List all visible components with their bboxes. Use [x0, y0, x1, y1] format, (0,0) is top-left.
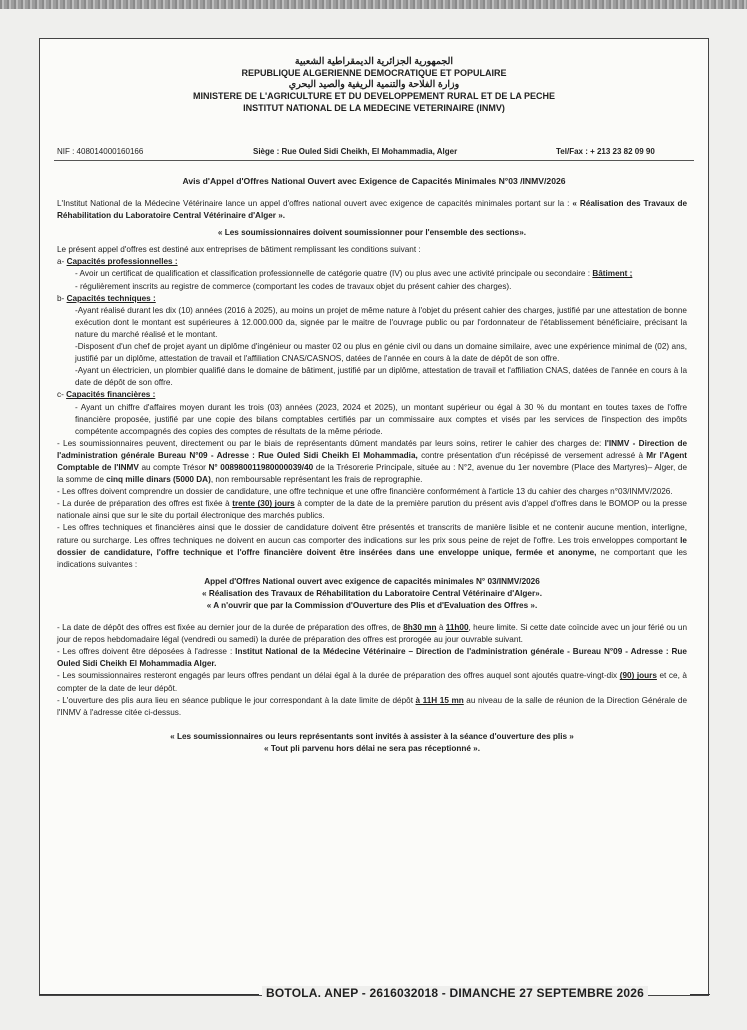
retrieve-account: N° 008980011980000039/40 — [208, 462, 314, 472]
footer-rule-left — [39, 994, 259, 995]
envelope-line-1: Appel d'Offres National ouvert avec exigence de capacités minimales N° 03/INMV/2026 — [204, 576, 540, 586]
section-c-title: Capacités financières : — [66, 390, 156, 400]
footer-publication: BOTOLA. ANEP - 2616032018 - DIMANCHE 27 SEPTEMBRE 2026 — [262, 986, 648, 1000]
deposit-to: 11h00 — [445, 623, 469, 633]
header-ministry: MINISTERE DE L'AGRICULTURE ET DU DEVELOPPEMENT RURAL ET DE LA PECHE — [193, 91, 555, 101]
header-arabic-republic: الجمهورية الجزائرية الديمقراطية الشعبية — [294, 56, 454, 67]
opening-time: à 11H 15 mn — [415, 695, 464, 705]
opening-text-2: au niveau de la salle de réunion de la Direction Générale de l'INMV à l'adresse citée ci-dessus. — [57, 695, 687, 717]
section-c-item-1: - Ayant un chiffre d'affaires moyen durant les trois (03) années (2023, 2024 et 2025), un montant supérieur ou égal à 30 % du montant en toutes taxes de l'offre financière proposée, justifié par une copie des bilans comptables certifiés par un commissaire aux comptes et visés par les services de l'inspection des impôts compétente accompagnés des copies des comptes de résultats de la même période. — [75, 402, 687, 436]
retrieve-text-3: au compte Trésor — [138, 462, 209, 472]
deposit-text-2: , heure limite. Si cette date coïncide avec un jour férié ou un jour de repos hebdomadaire légal (vendredi ou samedi) la durée de préparation des offres est prorogée au jour ouvrable suivant. — [57, 623, 687, 645]
engaged-days: (90) jours — [619, 671, 657, 681]
intro-paragraph — [57, 198, 687, 222]
section-a-item-1 — [57, 268, 687, 280]
section-b-label: b- — [57, 293, 65, 303]
deposit-from: 8h30 mn — [403, 623, 437, 633]
section-a-activity: Bâtiment ; — [592, 269, 633, 279]
header-block — [39, 56, 709, 114]
header-arabic-ministry: وزارة الفلاحة والتنمية الريفية والصيد البحري — [288, 79, 460, 90]
retrieve-amount: cinq mille dinars (5000 DA) — [106, 475, 211, 485]
duration-days: trente (30) jours — [232, 499, 295, 509]
duration-text-2: à compter de la date de la première parution du présent avis d'appel d'offres dans le BOMOP ou la presse nationale ainsi que sur le site du portail électronique des marchés publics. — [57, 499, 687, 521]
retrieve-text-4: de la Trésorerie Principale, située au : N°2, avenue du 1er novembre (Place des Martyres)– Alger, de la somme de — [57, 462, 687, 485]
retrieve-paragraph — [57, 438, 687, 486]
section-b-item-3: -Ayant un électricien, un plombier qualifié dans le domaine de bâtiment, justifié par un diplôme, attestation de travail et l'affiliation CNAS, datées de l'année en cours à la date de dépôt de son offre. — [75, 366, 687, 388]
section-b-title: Capacités techniques : — [66, 293, 156, 303]
section-b-item-1: -Ayant réalisé durant les dix (10) années (2016 à 2025), au moins un projet de même nature à l'objet du présent cahier des charges, justifié par une attestation de bonne exécution dont le montant est supérieures à 12.000.000 da, signée par le maitre de l'ouvrage public ou par l'ordonnateur de l'établissement bénéficiaire, précisant la nature du marché réalisé et le montant. — [75, 305, 687, 339]
retrieve-text-1: - Les soumissionnaires peuvent, directement ou par le biais de représentants dûment mandatés par leurs soins, retirer le cahier des charges de: — [57, 438, 605, 448]
opening-text-1: - L'ouverture des plis aura lieu en séance publique le jour correspondant à la date limite de dépôt — [57, 695, 416, 705]
address-text: - Les offres doivent être déposées à l'adresse : — [57, 647, 236, 657]
section-c-label: c- — [57, 390, 64, 400]
scan-top-band — [0, 0, 747, 9]
retrieve-agent: Mr l'Agent Comptable de l'INMV — [57, 450, 687, 472]
retrieve-address: l'INMV - Direction de l'administration générale Bureau N°09 - Adresse : Rue Ouled Sidi Cheikh El Mohammadia, — [57, 438, 688, 460]
engaged-text-1: - Les soumissionnaires resteront engagés par leurs offres pendant un délai égal à la durée de préparation des offres auquel sont ajoutés quatre-vingt-dix — [57, 671, 620, 681]
opening-paragraph — [57, 695, 687, 719]
header-nif: NIF : 408014000160166 — [57, 147, 144, 156]
closing-line-1: « Les soumissionnaires ou leurs représentants sont invités à assister à la séance d'ouverture des plis » — [170, 731, 574, 741]
intro-project: « Réalisation des Travaux de Réhabilitation du Laboratoire Central Vétérinaire d'Alger ». — [57, 199, 687, 221]
section-b-item-2: -Disposent d'un chef de projet ayant un diplôme d'ingénieur ou master 02 ou plus en génie civil ou dans un domaine similaire, avec une expérience minimal de (02) ans, justifié par un diplôme, attestation de travail et l'affiliation CNAS/CASNOS, datées de l'année en cours à la date de dépôt de son offre. — [75, 342, 687, 364]
section-a-heading — [57, 256, 687, 268]
duration-text-1: - La durée de préparation des offres est fixée à — [57, 499, 233, 509]
notice-body — [57, 198, 687, 755]
header-republic: REPUBLIQUE ALGERIENNE DEMOCRATIQUE ET POPULAIRE — [241, 68, 507, 78]
header-tel: Tel/Fax : + 213 23 82 09 90 — [556, 147, 655, 156]
envelope-line-2: « Réalisation des Travaux de Réhabilitation du Laboratoire Central Vétérinaire d'Alger». — [201, 588, 542, 598]
closing-line-2: « Tout pli parvenu hors délai ne sera pas réceptionné ». — [264, 743, 480, 753]
header-siege: Siège : Rue Ouled Sidi Cheikh, El Mohammadia, Alger — [253, 147, 458, 156]
offers-content-paragraph: - Les offres doivent comprendre un dossier de candidature, une offre technique et une offre financière conformément à l'article 13 du cahier des charges n°03/INMV/2026. — [57, 487, 673, 497]
address-paragraph — [57, 646, 687, 670]
notice-title: Avis d'Appel d'Offres National Ouvert avec Exigence de Capacités Minimales N°03 /INMV/2026 — [182, 176, 566, 186]
duration-paragraph — [57, 498, 687, 522]
section-c-heading — [57, 389, 687, 401]
deposit-text-1: - La date de dépôt des offres est fixée au dernier jour de la durée de préparation des offres, de — [57, 623, 404, 633]
section-a-label: a- — [57, 257, 65, 267]
presentation-bold: le dossier de candidature, l'offre technique et l'offre financière doivent être insérées dans une enveloppe unique, fermée et anonyme, — [57, 535, 687, 557]
engaged-paragraph — [57, 670, 687, 694]
presentation-text-1: - Les offres techniques et financières ainsi que le dossier de candidature doivent être présentés et transcrits de manière lisible et ne contenir aucune mention, interligne, rature ou surcharge. Les offres techniques ne doivent en aucun cas comporter des indications sur les prix sous peine de rejet de l'offre. Les trois enveloppes comportant — [57, 523, 687, 545]
section-a-item-2: - régulièrement inscrits au registre de commerce (comportant les codes de travaux objet du présent cahier des charges). — [75, 281, 512, 291]
deposit-paragraph — [57, 622, 687, 646]
header-institute: INSTITUT NATIONAL DE LA MEDECINE VETERINAIRE (INMV) — [243, 103, 505, 113]
sections-note: « Les soumissionnaires doivent soumissionner pour l'ensemble des sections». — [217, 228, 527, 238]
retrieve-text-5: , non remboursable représentant les frais de reprographie. — [210, 475, 423, 485]
presentation-text-2: ne comportant que les indications suivantes : — [57, 547, 687, 569]
section-a-title: Capacités professionnelles : — [66, 257, 178, 267]
section-a-item-1-text: - Avoir un certificat de qualification et classification professionnelle de catégorie quatre (IV) ou plus avec une activité principale ou secondaire : — [75, 269, 593, 279]
engaged-text-2: et ce, à compter de la date de leur dépôt. — [57, 671, 687, 693]
section-b-heading — [57, 293, 687, 305]
header-divider — [54, 160, 694, 161]
envelope-line-3: « A n'ouvrir que par la Commission d'Ouverture des Plis et d'Evaluation des Offres ». — [206, 601, 538, 610]
deposit-mid: à — [436, 623, 446, 633]
retrieve-text-2: contre présentation d'un récépissé de versement adressé à — [417, 450, 647, 460]
scope-text: Le présent appel d'offres est destiné aux entreprises de bâtiment remplissant les conditions suivant : — [57, 245, 421, 255]
intro-text: L'Institut National de la Médecine Vétérinaire lance un appel d'offres national ouvert avec exigence de capacités minimales portant sur la : — [57, 199, 573, 208]
presentation-paragraph — [57, 522, 687, 570]
footer-rule-right — [690, 994, 710, 995]
address-bold: Institut National de la Médecine Vétérinaire – Direction de l'administration générale - Bureau N°09 - Adresse : Rue Ouled Sidi Cheikh El Mohammadia Alger. — [57, 647, 687, 669]
